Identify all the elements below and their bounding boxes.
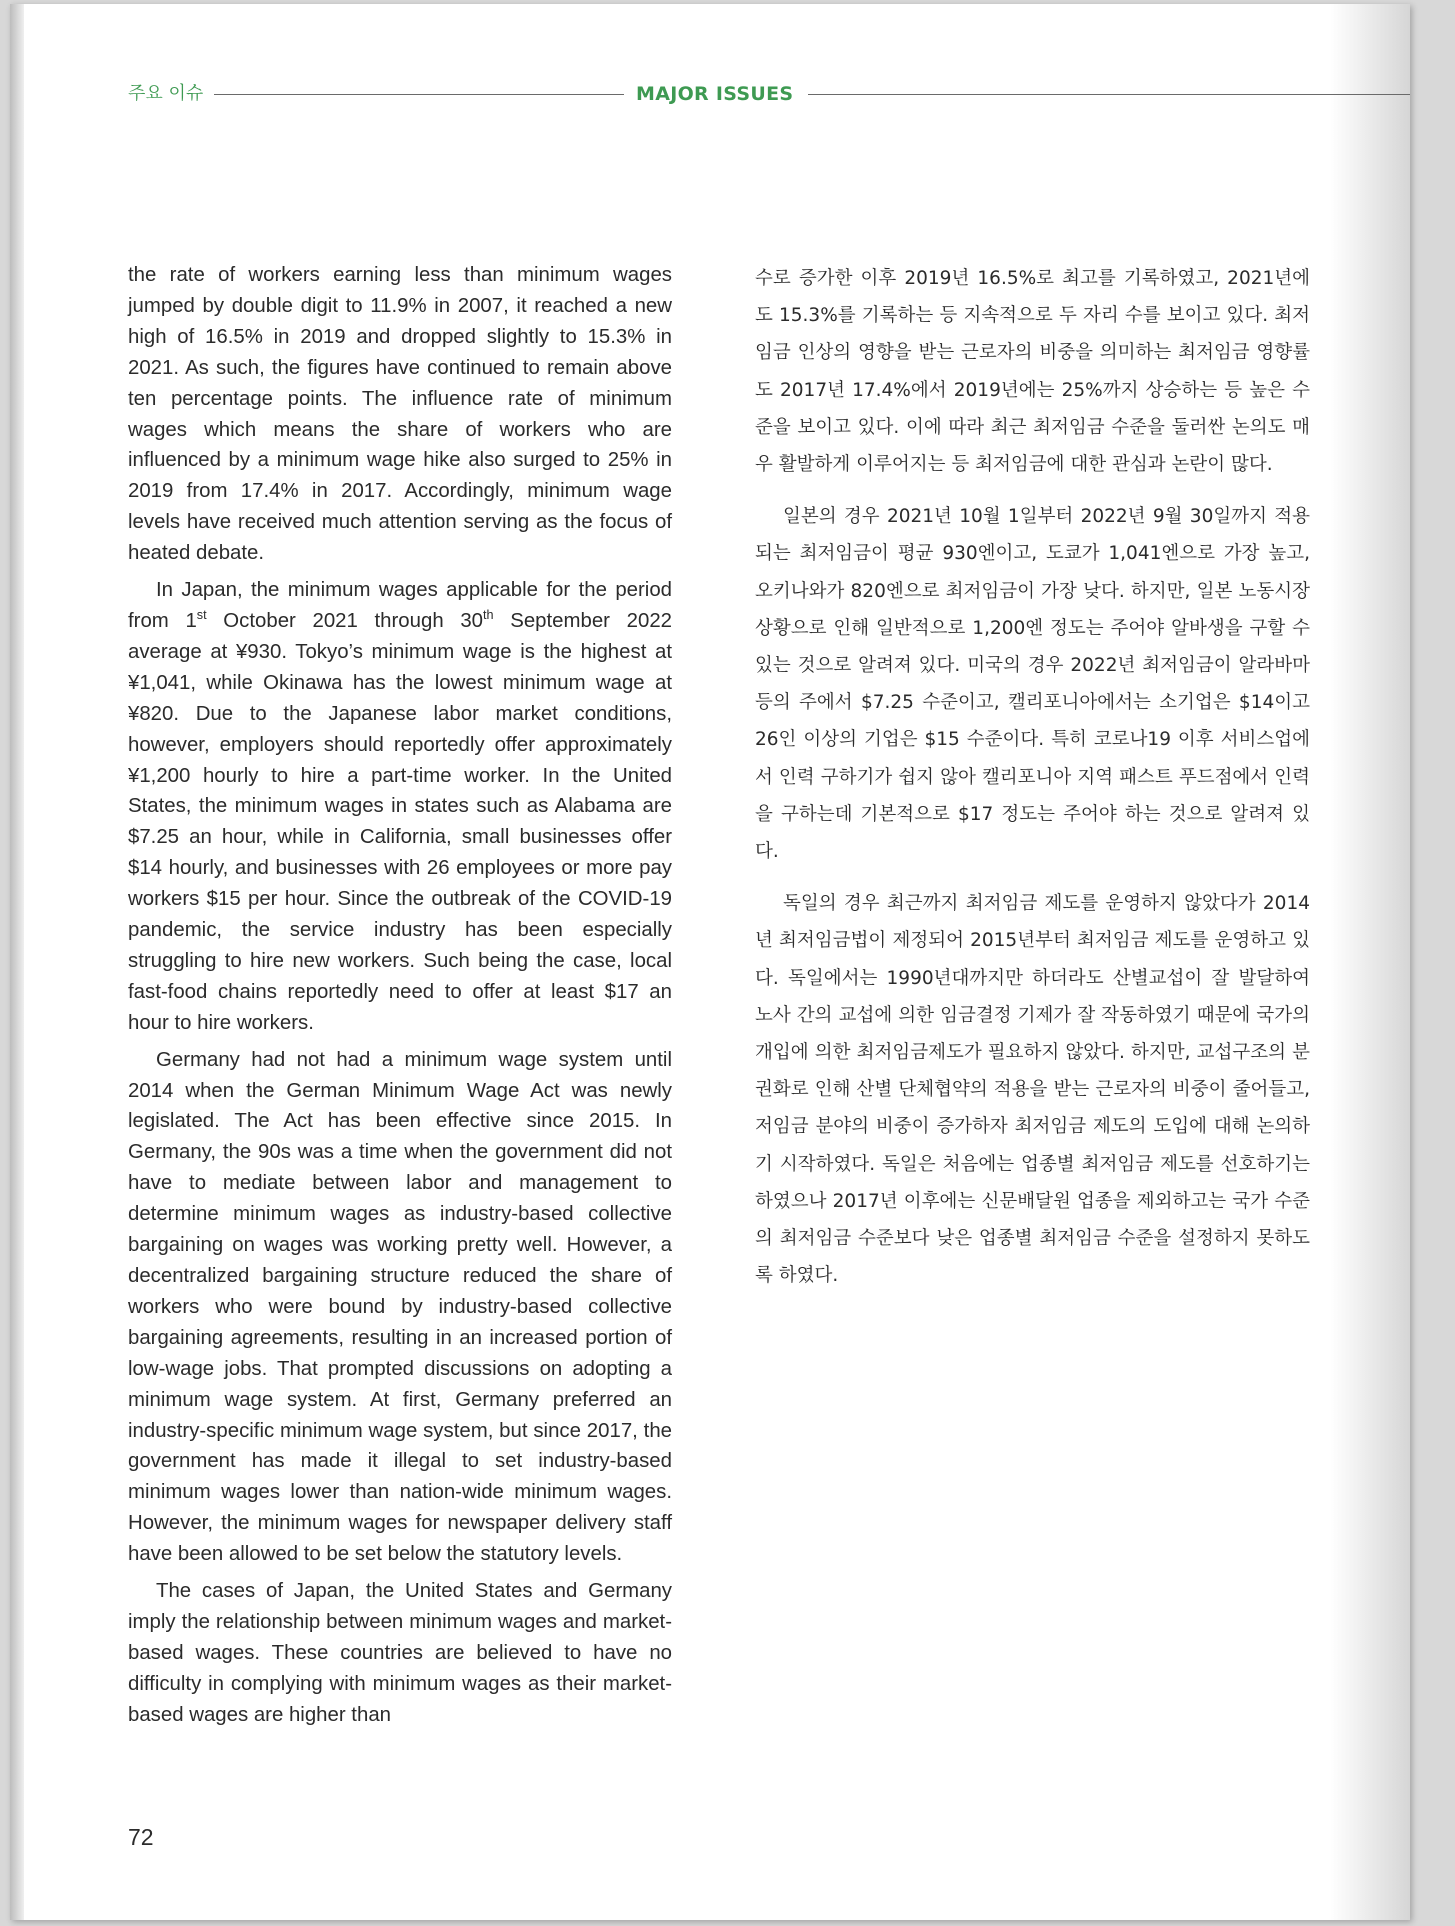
korean-paragraph-3: 독일의 경우 최근까지 최저임금 제도를 운영하지 않았다가 2014년 최저임금법이 제정되어 2015년부터 최저임금 제도를 운영하고 있다. 독일에서는 1990년대까지만 하더라도 산별교섭이 잘 발달하여 노사 간의 교섭에 의한 임금결정 기제가 잘 작동하였기 때문에 국가의 개입에 의한 최저임금제도가 필요하지 않았다. 하지만, 교섭구조의 분권화로 인해 산별 단체협약의 적용을 받는 근로자의 비중이 줄어들고, 저임금 분야의 비중이 증가하자 최저임금 제도의 도입에 대해 논의하기 시작하였다. 독일은 처음에는 업종별 최저임금 제도를 선호하기는 하였으나 2017년 이후에는 신문배달원 업종을 제외하고는 국가 수준의 최저임금 수준보다 낮은 업종별 최저임금 수준을 설정하지 못하도록 하였다. — [755, 893, 1310, 1287]
english-paragraph-2 — [128, 575, 672, 1039]
page-number: 72 — [128, 1824, 154, 1850]
english-paragraph-3: Germany had not had a minimum wage system until 2014 when the German Minimum Wage Act was newly legislated. The Act has been effective since 2015. In Germany, the 90s was a time when the government did not have to mediate between labor and management to determine minimum wages as industry-based collective bargaining on wages was working pretty well. However, a decentralized bargaining structure reduced the share of workers who were bound by industry-based collective bargaining agreements, resulting in an increased portion of low-wage jobs. That prompted discussions on adopting a minimum wage system. At first, Germany preferred an industry-specific minimum wage system, but since 2017, the government has made it illegal to set industry-based minimum wages lower than nation-wide minimum wages. However, the minimum wages for newspaper delivery staff have been allowed to be set below the statutory levels. — [128, 1048, 672, 1566]
english-column — [128, 260, 672, 1731]
korean-column — [755, 260, 1310, 1294]
running-header — [128, 82, 1410, 106]
ordinal-suffix-th: th — [483, 608, 494, 623]
section-label-korean: 주요 이슈 — [128, 83, 204, 104]
page-curl-shadow — [1330, 4, 1410, 1920]
ordinal-suffix-st: st — [196, 608, 207, 623]
header-rule-right — [808, 94, 1410, 95]
english-paragraph-4: The cases of Japan, the United States and Germany imply the relationship between minimum wages and market-based wages. These countries are believed to have no difficulty in complying with minimum wages as their market-based wages are higher than — [128, 1580, 672, 1726]
english-paragraph-1: the rate of workers earning less than minimum wages jumped by double digit to 11.9% in 2007, it reached a new high of 16.5% in 2019 and dropped slightly to 15.3% in 2021. As such, the figures have continued to remain above ten percentage points. The influence rate of minimum wages which means the share of workers who are influenced by a minimum wage hike also surged to 25% in 2019 from 17.4% in 2017. Accordingly, minimum wage levels have received much attention serving as the focus of heated debate. — [128, 264, 672, 565]
english-paragraph-2-part-a: In Japan, the minimum wages applicable for the period from 1 — [128, 579, 672, 632]
english-paragraph-2-part-c: September 2022 average at ¥930. Tokyo’s minimum wage is the highest at ¥1,041, while Okinawa has the lowest minimum wage at ¥820. Due to the Japanese labor market conditions, however, employers should reportedly offer approximately ¥1,200 hourly to hire a part-time worker. In the United States, the minimum wages in states such as Alabama are $7.25 an hour, while in California, small businesses offer $14 hourly, and businesses with 26 employees or more pay workers $15 per hour. Since the outbreak of the COVID-19 pandemic, the service industry has been especially struggling to hire new workers. Such being the case, local fast-food chains reportedly need to offer at least $17 an hour to hire workers. — [128, 609, 672, 1034]
korean-paragraph-2: 일본의 경우 2021년 10월 1일부터 2022년 9월 30일까지 적용되는 최저임금이 평균 930엔이고, 도쿄가 1,041엔으로 가장 높고, 오키나와가 820엔으로 최저임금이 가장 낮다. 하지만, 일본 노동시장 상황으로 인해 일반적으로 1,200엔 정도는 주어야 알바생을 구할 수 있는 것으로 알려져 있다. 미국의 경우 2022년 최저임금이 알라바마 등의 주에서 $7.25 수준이고, 캘리포니아에서는 소기업은 $14이고 26인 이상의 기업은 $15 수준이다. 특히 코로나19 이후 서비스업에서 인력 구하기가 쉽지 않아 캘리포니아 지역 패스트 푸드점에서 인력을 구하는데 기본적으로 $17 정도는 주어야 하는 것으로 알려져 있다. — [755, 506, 1310, 863]
english-paragraph-2-part-b: October 2021 through 30 — [206, 609, 484, 632]
page-spine — [10, 4, 24, 1920]
korean-paragraph-1: 수로 증가한 이후 2019년 16.5%로 최고를 기록하였고, 2021년에도 15.3%를 기록하는 등 지속적으로 두 자리 수를 보이고 있다. 최저임금 인상의 영향을 받는 근로자의 비중을 의미하는 최저임금 영향률도 2017년 17.4%에서 2019년에는 25%까지 상승하는 등 높은 수준을 보이고 있다. 이에 따라 최근 최저임금 수준을 둘러싼 논의도 매우 활발하게 이루어지는 등 최저임금에 대한 관심과 논란이 많다. — [755, 268, 1310, 476]
section-label-english: MAJOR ISSUES — [636, 83, 794, 105]
header-rule-left — [214, 94, 624, 95]
magazine-page — [10, 4, 1410, 1920]
